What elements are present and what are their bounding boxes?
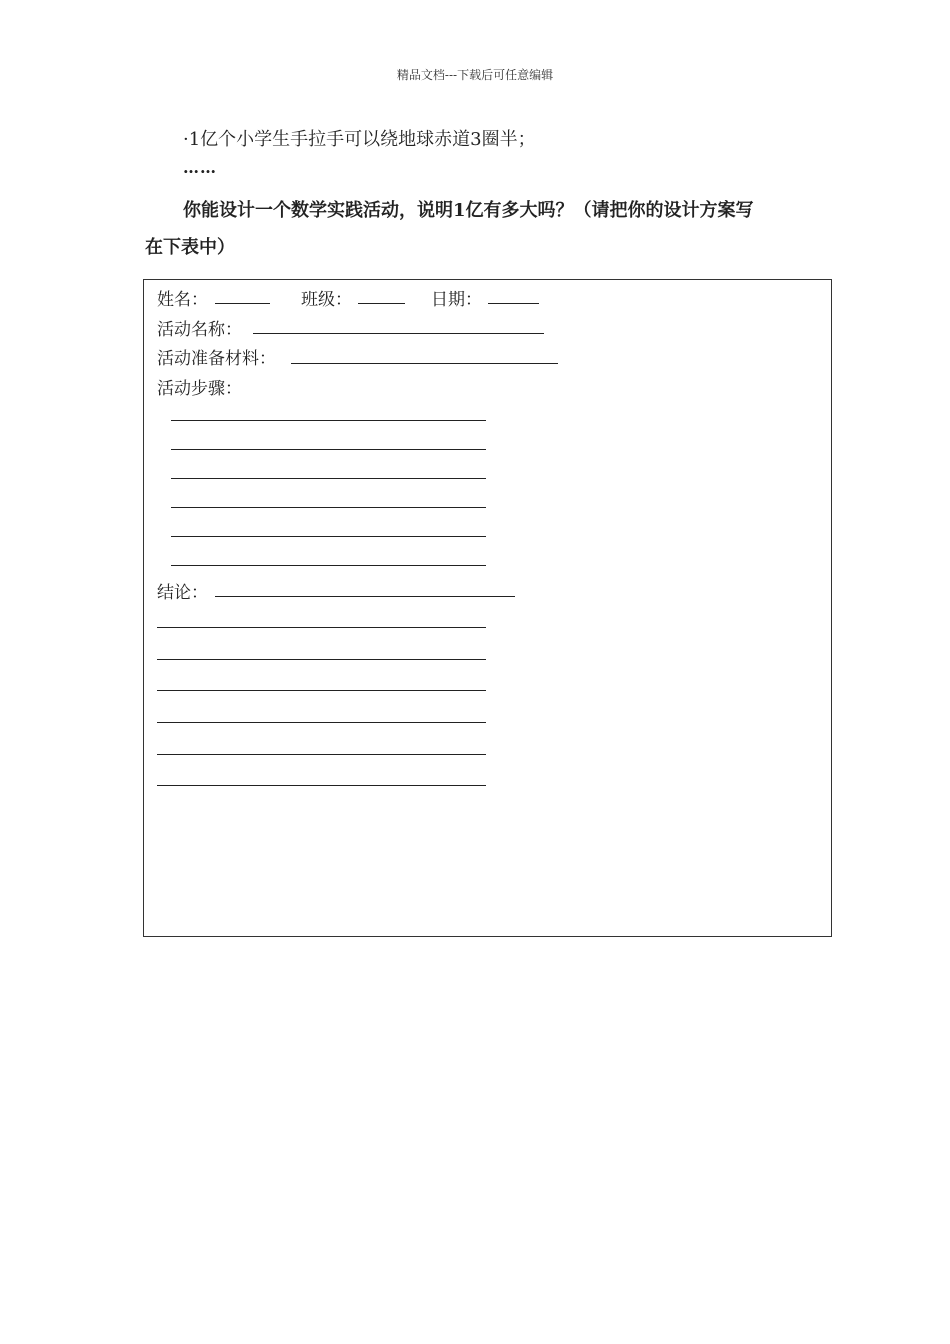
materials-label: 活动准备材料：	[157, 349, 276, 369]
step-blank[interactable]	[171, 565, 486, 566]
conclusion-line[interactable]	[157, 659, 486, 660]
step-blank[interactable]	[171, 478, 486, 479]
page-header: 精品文档---下载后可任意编辑	[396, 68, 554, 82]
step-blank[interactable]	[171, 449, 486, 450]
class-blank[interactable]	[358, 303, 405, 304]
step-blank[interactable]	[171, 420, 486, 421]
name-label: 姓名：	[157, 290, 208, 310]
ellipsis: ……	[183, 158, 217, 177]
conclusion-label: 结论：	[157, 583, 208, 603]
fact-line: ·1亿个小学生手拉手可以绕地球赤道3圈半；	[183, 129, 536, 150]
question-line-1: 你能设计一个数学实践活动，说明1亿有多大吗？（请把你的设计方案写	[183, 200, 754, 221]
design-form-box	[143, 279, 832, 937]
step-blank[interactable]	[171, 507, 486, 508]
conclusion-line[interactable]	[157, 722, 486, 723]
conclusion-blank[interactable]	[215, 596, 515, 597]
class-label: 班级：	[301, 290, 352, 310]
conclusion-line[interactable]	[157, 627, 486, 628]
date-blank[interactable]	[488, 303, 539, 304]
conclusion-line[interactable]	[157, 754, 486, 755]
materials-blank[interactable]	[291, 363, 558, 364]
conclusion-line[interactable]	[157, 690, 486, 691]
step-blank[interactable]	[171, 536, 486, 537]
activity-name-blank[interactable]	[253, 333, 544, 334]
date-label: 日期：	[431, 290, 482, 310]
question-line-2: 在下表中）	[145, 237, 235, 258]
conclusion-line[interactable]	[157, 785, 486, 786]
name-blank[interactable]	[215, 303, 270, 304]
steps-label: 活动步骤：	[157, 379, 242, 399]
activity-name-label: 活动名称：	[157, 320, 242, 340]
